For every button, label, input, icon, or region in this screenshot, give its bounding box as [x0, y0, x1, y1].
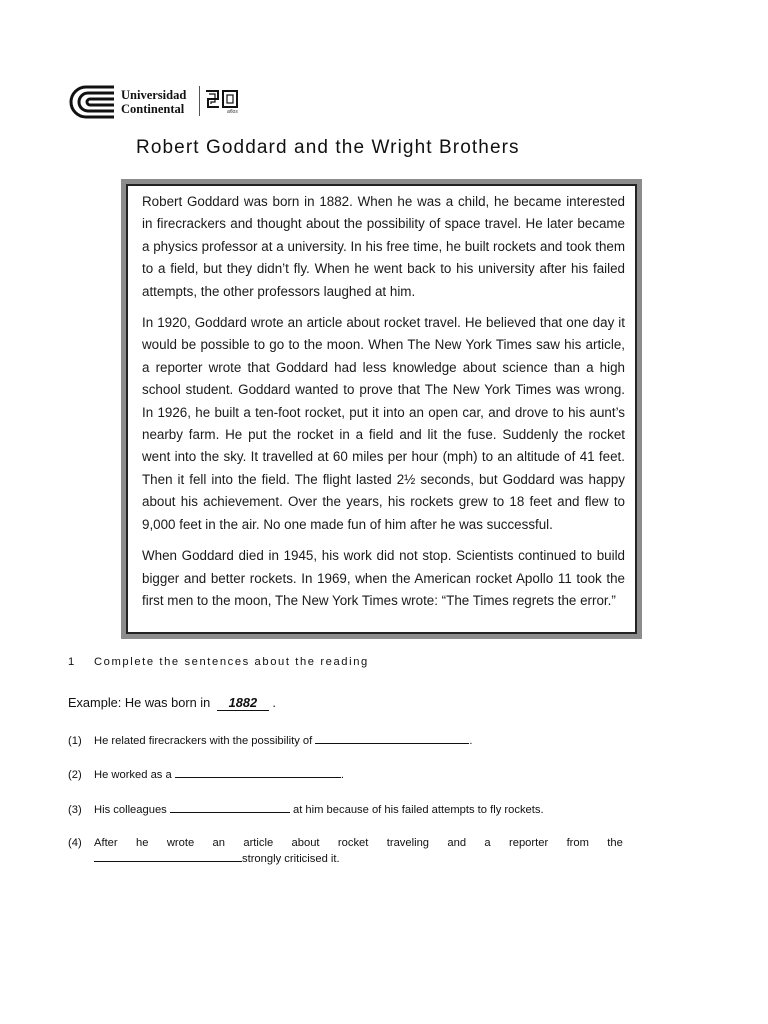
reading-paragraph-2: In 1920, Goddard wrote an article about rocket travel. He believed that one day it would be possible to go to the moon. When The New York Times saw his article, a reporter wrote that Goddard had less knowledge about science than a high school student. Goddard wanted to prove that The New York Times was wrong. In 1926, he built a ten-foot rocket, put it into an open car, and drove to his aunt’s nearby farm. He put the rocket in a field and lit the fuse. Suddenly the rocket went into the sky. It travelled at 60 miles per hour (mph) to an altitude of 41 feet. Then it fell into the field. The flight lasted 2½ seconds, but Goddard was happy about his achievement. Over the years, his rockets grew to 18 feet and flew to 9,000 feet in the air. No one made fun of him after he was successful.	[142, 315, 625, 532]
university-continental-logo-icon	[66, 84, 116, 120]
q4-word: rocket	[337, 837, 369, 849]
logo-line-1: Universidad	[121, 88, 187, 102]
q4-word: the	[607, 837, 623, 849]
q4-word: reporter	[509, 837, 549, 849]
question-number: (2)	[68, 769, 82, 781]
question-text: He related firecrackers with the possibility of	[94, 735, 313, 747]
anniversary-20-icon	[204, 87, 240, 111]
reading-paragraph-1: Robert Goddard was born in 1882. When he was a child, he became interested in firecrackers and thought about the possibility of space travel. He later became a physics professor at a university. In his free time, he built rockets and took them to a field, but they didn’t fly. When he went back to his university after his failed attempts, the other professors laughed at him.	[142, 194, 625, 299]
question-4-line-2	[94, 850, 340, 866]
answer-blank-4[interactable]	[94, 850, 242, 862]
question-suffix: at him because of his failed attempts to fly rockets.	[292, 804, 544, 816]
reading-paragraph-3: When Goddard died in 1945, his work did not stop. Scientists continued to build bigger and better rockets. In 1969, when the American rocket Apollo 11 took the first men to the moon, The New York Times wrote: “The Times regrets the error.”	[142, 548, 625, 608]
question-suffix: .	[469, 735, 473, 747]
question-text: He worked as a	[94, 769, 172, 781]
q4-word: about	[291, 837, 320, 849]
university-logo	[66, 84, 246, 120]
q4-word: article	[243, 837, 274, 849]
exercise-heading	[68, 656, 369, 668]
q4-word: After	[94, 837, 118, 849]
question-3	[68, 801, 544, 816]
q4-word: an	[212, 837, 225, 849]
answer-blank-1[interactable]	[315, 732, 469, 744]
q4-word: he	[136, 837, 149, 849]
university-name	[121, 88, 186, 116]
question-4-text	[94, 836, 623, 850]
q4-word: a	[484, 837, 491, 849]
example-sentence	[68, 695, 276, 711]
page-title: Robert Goddard and the Wright Brothers	[136, 137, 520, 158]
example-answer: 1882	[217, 696, 269, 711]
question-suffix: strongly criticised it.	[242, 853, 340, 865]
q4-word: traveling	[386, 837, 430, 849]
reading-box	[121, 179, 642, 639]
question-1	[68, 732, 472, 747]
answer-blank-3[interactable]	[170, 801, 290, 813]
q4-word: from	[566, 837, 589, 849]
question-number: (4)	[68, 837, 82, 849]
question-2	[68, 766, 344, 781]
exercise-instruction: Complete the sentences about the reading	[94, 656, 369, 668]
reading-content	[126, 184, 637, 634]
question-suffix: .	[340, 769, 344, 781]
example-prefix: Example: He was born in	[68, 695, 211, 710]
logo-line-2: Continental	[121, 102, 185, 116]
anniversary-label: años	[227, 109, 238, 115]
q4-word: and	[447, 837, 467, 849]
example-suffix: .	[272, 695, 276, 710]
answer-blank-2[interactable]	[175, 766, 341, 778]
exercise-number: 1	[68, 656, 76, 668]
question-number: (1)	[68, 735, 82, 747]
question-text: His colleagues	[94, 804, 167, 816]
q4-word: wrote	[166, 837, 195, 849]
question-number: (3)	[68, 804, 82, 816]
logo-separator	[199, 86, 200, 116]
